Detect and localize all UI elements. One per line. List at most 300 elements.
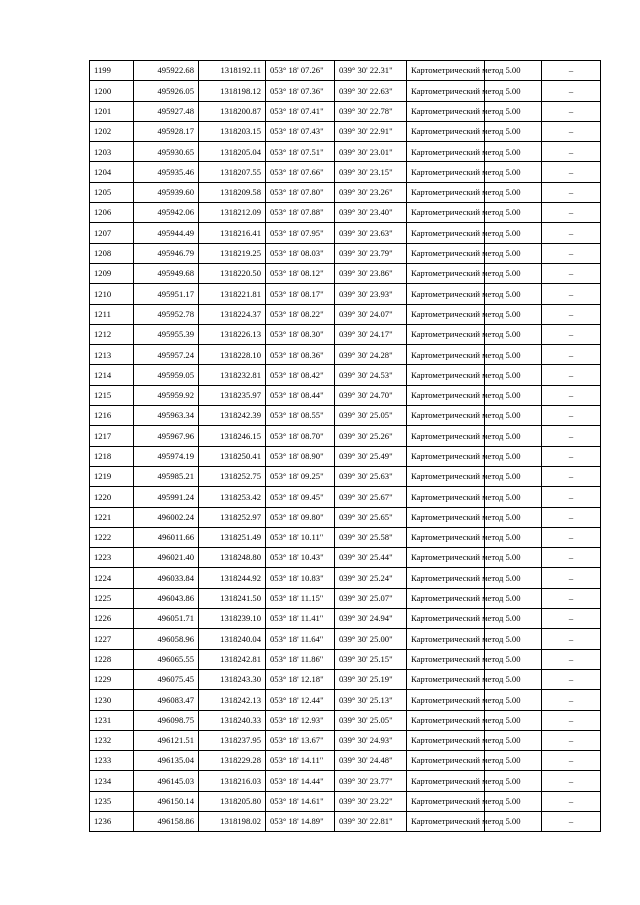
point-number-cell: 1222 <box>90 527 134 547</box>
y-coordinate-cell: 1318205.80 <box>199 791 266 811</box>
x-coordinate-cell: 496158.86 <box>134 811 199 831</box>
point-number-cell: 1206 <box>90 203 134 223</box>
latitude-cell: 053° 18' 07.80" <box>266 182 335 202</box>
latitude-cell: 053° 18' 08.17" <box>266 284 335 304</box>
latitude-cell: 053° 18' 08.70" <box>266 426 335 446</box>
point-number-cell: 1235 <box>90 791 134 811</box>
latitude-cell: 053° 18' 07.95" <box>266 223 335 243</box>
longitude-cell: 039° 30' 25.15" <box>335 649 407 669</box>
accuracy-cell: 5.00 <box>485 365 542 385</box>
point-number-cell: 1230 <box>90 690 134 710</box>
note-cell: – <box>542 649 601 669</box>
latitude-cell: 053° 18' 08.55" <box>266 406 335 426</box>
note-cell: – <box>542 730 601 750</box>
latitude-cell: 053° 18' 10.11" <box>266 527 335 547</box>
longitude-cell: 039° 30' 24.48" <box>335 751 407 771</box>
longitude-cell: 039° 30' 24.93" <box>335 730 407 750</box>
table-row <box>90 81 601 101</box>
latitude-cell: 053° 18' 07.26" <box>266 61 335 81</box>
note-cell: – <box>542 284 601 304</box>
method-cell: Картометрический метод <box>407 710 485 730</box>
latitude-cell: 053° 18' 08.12" <box>266 263 335 283</box>
method-cell: Картометрический метод <box>407 324 485 344</box>
method-cell: Картометрический метод <box>407 548 485 568</box>
method-cell: Картометрический метод <box>407 568 485 588</box>
longitude-cell: 039° 30' 23.22" <box>335 791 407 811</box>
accuracy-cell: 5.00 <box>485 609 542 629</box>
accuracy-cell: 5.00 <box>485 487 542 507</box>
x-coordinate-cell: 495967.96 <box>134 426 199 446</box>
x-coordinate-cell: 496065.55 <box>134 649 199 669</box>
y-coordinate-cell: 1318242.39 <box>199 406 266 426</box>
note-cell: – <box>542 263 601 283</box>
method-cell: Картометрический метод <box>407 284 485 304</box>
table-row <box>90 243 601 263</box>
longitude-cell: 039° 30' 23.79" <box>335 243 407 263</box>
note-cell: – <box>542 527 601 547</box>
x-coordinate-cell: 495926.05 <box>134 81 199 101</box>
accuracy-cell: 5.00 <box>485 771 542 791</box>
point-number-cell: 1225 <box>90 588 134 608</box>
method-cell: Картометрический метод <box>407 101 485 121</box>
accuracy-cell: 5.00 <box>485 811 542 831</box>
y-coordinate-cell: 1318205.04 <box>199 142 266 162</box>
accuracy-cell: 5.00 <box>485 345 542 365</box>
method-cell: Картометрический метод <box>407 81 485 101</box>
table-row <box>90 568 601 588</box>
longitude-cell: 039° 30' 23.15" <box>335 162 407 182</box>
x-coordinate-cell: 495944.49 <box>134 223 199 243</box>
table-row <box>90 182 601 202</box>
accuracy-cell: 5.00 <box>485 751 542 771</box>
table-row <box>90 710 601 730</box>
latitude-cell: 053° 18' 10.43" <box>266 548 335 568</box>
table-row <box>90 649 601 669</box>
x-coordinate-cell: 496033.84 <box>134 568 199 588</box>
latitude-cell: 053° 18' 11.64" <box>266 629 335 649</box>
y-coordinate-cell: 1318200.87 <box>199 101 266 121</box>
point-number-cell: 1224 <box>90 568 134 588</box>
y-coordinate-cell: 1318224.37 <box>199 304 266 324</box>
accuracy-cell: 5.00 <box>485 385 542 405</box>
y-coordinate-cell: 1318252.75 <box>199 466 266 486</box>
point-number-cell: 1199 <box>90 61 134 81</box>
table-row <box>90 304 601 324</box>
longitude-cell: 039° 30' 24.70" <box>335 385 407 405</box>
table-row <box>90 751 601 771</box>
accuracy-cell: 5.00 <box>485 101 542 121</box>
latitude-cell: 053° 18' 08.42" <box>266 365 335 385</box>
latitude-cell: 053° 18' 14.89" <box>266 811 335 831</box>
y-coordinate-cell: 1318232.81 <box>199 365 266 385</box>
y-coordinate-cell: 1318228.10 <box>199 345 266 365</box>
latitude-cell: 053° 18' 07.43" <box>266 121 335 141</box>
latitude-cell: 053° 18' 09.80" <box>266 507 335 527</box>
table-row <box>90 548 601 568</box>
x-coordinate-cell: 496121.51 <box>134 730 199 750</box>
latitude-cell: 053° 18' 07.66" <box>266 162 335 182</box>
point-number-cell: 1218 <box>90 446 134 466</box>
table-row <box>90 609 601 629</box>
longitude-cell: 039° 30' 25.65" <box>335 507 407 527</box>
latitude-cell: 053° 18' 08.90" <box>266 446 335 466</box>
table-row <box>90 385 601 405</box>
latitude-cell: 053° 18' 13.67" <box>266 730 335 750</box>
point-number-cell: 1232 <box>90 730 134 750</box>
y-coordinate-cell: 1318240.33 <box>199 710 266 730</box>
point-number-cell: 1228 <box>90 649 134 669</box>
x-coordinate-cell: 496011.66 <box>134 527 199 547</box>
y-coordinate-cell: 1318243.30 <box>199 669 266 689</box>
note-cell: – <box>542 426 601 446</box>
accuracy-cell: 5.00 <box>485 243 542 263</box>
point-number-cell: 1212 <box>90 324 134 344</box>
y-coordinate-cell: 1318253.42 <box>199 487 266 507</box>
x-coordinate-cell: 495959.92 <box>134 385 199 405</box>
x-coordinate-cell: 496145.03 <box>134 771 199 791</box>
longitude-cell: 039° 30' 25.13" <box>335 690 407 710</box>
method-cell: Картометрический метод <box>407 527 485 547</box>
point-number-cell: 1219 <box>90 466 134 486</box>
accuracy-cell: 5.00 <box>485 446 542 466</box>
y-coordinate-cell: 1318229.28 <box>199 751 266 771</box>
latitude-cell: 053° 18' 08.22" <box>266 304 335 324</box>
method-cell: Картометрический метод <box>407 365 485 385</box>
note-cell: – <box>542 609 601 629</box>
note-cell: – <box>542 203 601 223</box>
latitude-cell: 053° 18' 09.25" <box>266 466 335 486</box>
y-coordinate-cell: 1318209.58 <box>199 182 266 202</box>
point-number-cell: 1205 <box>90 182 134 202</box>
table-row <box>90 588 601 608</box>
longitude-cell: 039° 30' 23.01" <box>335 142 407 162</box>
method-cell: Картометрический метод <box>407 182 485 202</box>
latitude-cell: 053° 18' 11.15" <box>266 588 335 608</box>
latitude-cell: 053° 18' 08.44" <box>266 385 335 405</box>
method-cell: Картометрический метод <box>407 690 485 710</box>
longitude-cell: 039° 30' 23.77" <box>335 771 407 791</box>
point-number-cell: 1207 <box>90 223 134 243</box>
accuracy-cell: 5.00 <box>485 629 542 649</box>
longitude-cell: 039° 30' 24.17" <box>335 324 407 344</box>
point-number-cell: 1210 <box>90 284 134 304</box>
method-cell: Картометрический метод <box>407 730 485 750</box>
point-number-cell: 1201 <box>90 101 134 121</box>
method-cell: Картометрический метод <box>407 406 485 426</box>
point-number-cell: 1220 <box>90 487 134 507</box>
x-coordinate-cell: 495942.06 <box>134 203 199 223</box>
latitude-cell: 053° 18' 07.51" <box>266 142 335 162</box>
x-coordinate-cell: 496021.40 <box>134 548 199 568</box>
x-coordinate-cell: 496058.96 <box>134 629 199 649</box>
longitude-cell: 039° 30' 25.05" <box>335 710 407 730</box>
y-coordinate-cell: 1318239.10 <box>199 609 266 629</box>
longitude-cell: 039° 30' 23.93" <box>335 284 407 304</box>
longitude-cell: 039° 30' 22.91" <box>335 121 407 141</box>
longitude-cell: 039° 30' 24.28" <box>335 345 407 365</box>
x-coordinate-cell: 496002.24 <box>134 507 199 527</box>
table-row <box>90 365 601 385</box>
note-cell: – <box>542 669 601 689</box>
point-number-cell: 1226 <box>90 609 134 629</box>
table-row <box>90 162 601 182</box>
note-cell: – <box>542 365 601 385</box>
latitude-cell: 053° 18' 14.61" <box>266 791 335 811</box>
longitude-cell: 039° 30' 23.40" <box>335 203 407 223</box>
table-row <box>90 629 601 649</box>
x-coordinate-cell: 495939.60 <box>134 182 199 202</box>
latitude-cell: 053° 18' 07.41" <box>266 101 335 121</box>
longitude-cell: 039° 30' 25.26" <box>335 426 407 446</box>
y-coordinate-cell: 1318244.92 <box>199 568 266 588</box>
method-cell: Картометрический метод <box>407 243 485 263</box>
accuracy-cell: 5.00 <box>485 649 542 669</box>
longitude-cell: 039° 30' 25.05" <box>335 406 407 426</box>
longitude-cell: 039° 30' 25.67" <box>335 487 407 507</box>
note-cell: – <box>542 487 601 507</box>
accuracy-cell: 5.00 <box>485 304 542 324</box>
point-number-cell: 1208 <box>90 243 134 263</box>
x-coordinate-cell: 495991.24 <box>134 487 199 507</box>
y-coordinate-cell: 1318242.13 <box>199 690 266 710</box>
accuracy-cell: 5.00 <box>485 182 542 202</box>
note-cell: – <box>542 507 601 527</box>
longitude-cell: 039° 30' 23.26" <box>335 182 407 202</box>
y-coordinate-cell: 1318246.15 <box>199 426 266 446</box>
y-coordinate-cell: 1318207.55 <box>199 162 266 182</box>
point-number-cell: 1236 <box>90 811 134 831</box>
note-cell: – <box>542 81 601 101</box>
latitude-cell: 053° 18' 08.36" <box>266 345 335 365</box>
point-number-cell: 1229 <box>90 669 134 689</box>
note-cell: – <box>542 101 601 121</box>
x-coordinate-cell: 495951.17 <box>134 284 199 304</box>
note-cell: – <box>542 446 601 466</box>
latitude-cell: 053° 18' 12.44" <box>266 690 335 710</box>
accuracy-cell: 5.00 <box>485 791 542 811</box>
table-row <box>90 284 601 304</box>
x-coordinate-cell: 496051.71 <box>134 609 199 629</box>
y-coordinate-cell: 1318250.41 <box>199 446 266 466</box>
method-cell: Картометрический метод <box>407 162 485 182</box>
longitude-cell: 039° 30' 22.78" <box>335 101 407 121</box>
point-number-cell: 1213 <box>90 345 134 365</box>
latitude-cell: 053° 18' 08.03" <box>266 243 335 263</box>
point-number-cell: 1202 <box>90 121 134 141</box>
accuracy-cell: 5.00 <box>485 61 542 81</box>
longitude-cell: 039° 30' 25.07" <box>335 588 407 608</box>
x-coordinate-cell: 496150.14 <box>134 791 199 811</box>
longitude-cell: 039° 30' 23.63" <box>335 223 407 243</box>
latitude-cell: 053° 18' 14.11" <box>266 751 335 771</box>
point-number-cell: 1223 <box>90 548 134 568</box>
accuracy-cell: 5.00 <box>485 406 542 426</box>
latitude-cell: 053° 18' 07.36" <box>266 81 335 101</box>
y-coordinate-cell: 1318192.11 <box>199 61 266 81</box>
note-cell: – <box>542 629 601 649</box>
method-cell: Картометрический метод <box>407 223 485 243</box>
accuracy-cell: 5.00 <box>485 730 542 750</box>
longitude-cell: 039° 30' 25.58" <box>335 527 407 547</box>
note-cell: – <box>542 811 601 831</box>
y-coordinate-cell: 1318219.25 <box>199 243 266 263</box>
method-cell: Картометрический метод <box>407 791 485 811</box>
latitude-cell: 053° 18' 07.88" <box>266 203 335 223</box>
table-row <box>90 61 601 81</box>
method-cell: Картометрический метод <box>407 203 485 223</box>
method-cell: Картометрический метод <box>407 304 485 324</box>
y-coordinate-cell: 1318216.03 <box>199 771 266 791</box>
table-row <box>90 121 601 141</box>
point-number-cell: 1217 <box>90 426 134 446</box>
table-row <box>90 142 601 162</box>
x-coordinate-cell: 495985.21 <box>134 466 199 486</box>
accuracy-cell: 5.00 <box>485 527 542 547</box>
note-cell: – <box>542 466 601 486</box>
point-number-cell: 1221 <box>90 507 134 527</box>
table-row <box>90 811 601 831</box>
method-cell: Картометрический метод <box>407 507 485 527</box>
note-cell: – <box>542 304 601 324</box>
x-coordinate-cell: 495927.48 <box>134 101 199 121</box>
accuracy-cell: 5.00 <box>485 324 542 344</box>
note-cell: – <box>542 710 601 730</box>
y-coordinate-cell: 1318248.80 <box>199 548 266 568</box>
latitude-cell: 053° 18' 12.18" <box>266 669 335 689</box>
x-coordinate-cell: 495946.79 <box>134 243 199 263</box>
y-coordinate-cell: 1318237.95 <box>199 730 266 750</box>
latitude-cell: 053° 18' 12.93" <box>266 710 335 730</box>
y-coordinate-cell: 1318198.02 <box>199 811 266 831</box>
latitude-cell: 053° 18' 09.45" <box>266 487 335 507</box>
coordinates-table <box>89 60 601 832</box>
point-number-cell: 1231 <box>90 710 134 730</box>
y-coordinate-cell: 1318212.09 <box>199 203 266 223</box>
table-row <box>90 487 601 507</box>
accuracy-cell: 5.00 <box>485 203 542 223</box>
x-coordinate-cell: 495974.19 <box>134 446 199 466</box>
y-coordinate-cell: 1318226.13 <box>199 324 266 344</box>
y-coordinate-cell: 1318242.81 <box>199 649 266 669</box>
point-number-cell: 1214 <box>90 365 134 385</box>
table-row <box>90 263 601 283</box>
table-row <box>90 669 601 689</box>
note-cell: – <box>542 345 601 365</box>
latitude-cell: 053° 18' 14.44" <box>266 771 335 791</box>
longitude-cell: 039° 30' 24.53" <box>335 365 407 385</box>
point-number-cell: 1216 <box>90 406 134 426</box>
x-coordinate-cell: 495935.46 <box>134 162 199 182</box>
x-coordinate-cell: 496098.75 <box>134 710 199 730</box>
longitude-cell: 039° 30' 25.00" <box>335 629 407 649</box>
longitude-cell: 039° 30' 25.19" <box>335 669 407 689</box>
note-cell: – <box>542 385 601 405</box>
table-row <box>90 690 601 710</box>
x-coordinate-cell: 495955.39 <box>134 324 199 344</box>
accuracy-cell: 5.00 <box>485 223 542 243</box>
note-cell: – <box>542 548 601 568</box>
note-cell: – <box>542 568 601 588</box>
accuracy-cell: 5.00 <box>485 710 542 730</box>
accuracy-cell: 5.00 <box>485 426 542 446</box>
note-cell: – <box>542 324 601 344</box>
method-cell: Картометрический метод <box>407 121 485 141</box>
table-body <box>90 61 601 832</box>
longitude-cell: 039° 30' 23.86" <box>335 263 407 283</box>
x-coordinate-cell: 496043.86 <box>134 588 199 608</box>
accuracy-cell: 5.00 <box>485 162 542 182</box>
x-coordinate-cell: 496075.45 <box>134 669 199 689</box>
y-coordinate-cell: 1318241.50 <box>199 588 266 608</box>
latitude-cell: 053° 18' 08.30" <box>266 324 335 344</box>
accuracy-cell: 5.00 <box>485 121 542 141</box>
accuracy-cell: 5.00 <box>485 81 542 101</box>
method-cell: Картометрический метод <box>407 487 485 507</box>
note-cell: – <box>542 142 601 162</box>
table-row <box>90 446 601 466</box>
table-row <box>90 101 601 121</box>
note-cell: – <box>542 751 601 771</box>
accuracy-cell: 5.00 <box>485 142 542 162</box>
method-cell: Картометрический метод <box>407 142 485 162</box>
accuracy-cell: 5.00 <box>485 690 542 710</box>
note-cell: – <box>542 61 601 81</box>
method-cell: Картометрический метод <box>407 345 485 365</box>
x-coordinate-cell: 495957.24 <box>134 345 199 365</box>
x-coordinate-cell: 496083.47 <box>134 690 199 710</box>
y-coordinate-cell: 1318251.49 <box>199 527 266 547</box>
method-cell: Картометрический метод <box>407 669 485 689</box>
point-number-cell: 1234 <box>90 771 134 791</box>
point-number-cell: 1233 <box>90 751 134 771</box>
accuracy-cell: 5.00 <box>485 548 542 568</box>
table-row <box>90 345 601 365</box>
x-coordinate-cell: 495949.68 <box>134 263 199 283</box>
table-row <box>90 730 601 750</box>
x-coordinate-cell: 495952.78 <box>134 304 199 324</box>
x-coordinate-cell: 495928.17 <box>134 121 199 141</box>
table-row <box>90 203 601 223</box>
accuracy-cell: 5.00 <box>485 263 542 283</box>
method-cell: Картометрический метод <box>407 61 485 81</box>
x-coordinate-cell: 495922.68 <box>134 61 199 81</box>
table-row <box>90 771 601 791</box>
method-cell: Картометрический метод <box>407 466 485 486</box>
longitude-cell: 039° 30' 24.07" <box>335 304 407 324</box>
y-coordinate-cell: 1318240.04 <box>199 629 266 649</box>
point-number-cell: 1209 <box>90 263 134 283</box>
table-row <box>90 406 601 426</box>
accuracy-cell: 5.00 <box>485 507 542 527</box>
method-cell: Картометрический метод <box>407 629 485 649</box>
longitude-cell: 039° 30' 22.31" <box>335 61 407 81</box>
note-cell: – <box>542 406 601 426</box>
method-cell: Картометрический метод <box>407 751 485 771</box>
y-coordinate-cell: 1318203.15 <box>199 121 266 141</box>
y-coordinate-cell: 1318252.97 <box>199 507 266 527</box>
y-coordinate-cell: 1318235.97 <box>199 385 266 405</box>
note-cell: – <box>542 223 601 243</box>
method-cell: Картометрический метод <box>407 811 485 831</box>
note-cell: – <box>542 243 601 263</box>
y-coordinate-cell: 1318198.12 <box>199 81 266 101</box>
latitude-cell: 053° 18' 10.83" <box>266 568 335 588</box>
x-coordinate-cell: 495959.05 <box>134 365 199 385</box>
longitude-cell: 039° 30' 25.24" <box>335 568 407 588</box>
point-number-cell: 1227 <box>90 629 134 649</box>
longitude-cell: 039° 30' 25.49" <box>335 446 407 466</box>
method-cell: Картометрический метод <box>407 426 485 446</box>
